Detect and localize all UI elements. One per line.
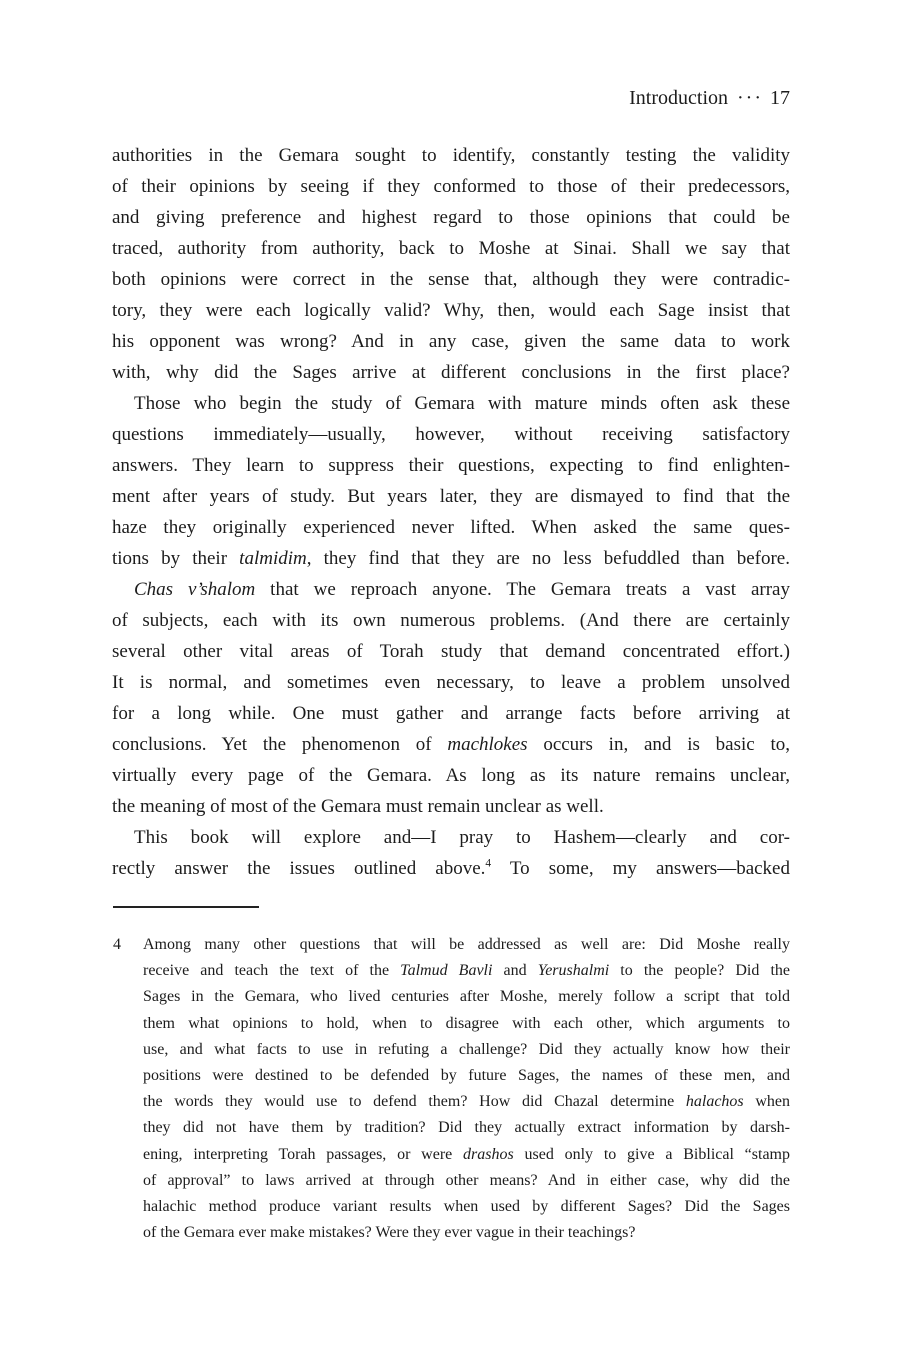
body-line-p1: his opponent was wrong? And in any case, given the same data to work <box>112 331 790 352</box>
body-line-p2: tions by their talmidim, they find that they are no less befuddled than before. <box>112 548 790 569</box>
body-line-p2: haze they originally experienced never lifted. When asked the same ques- <box>112 517 790 538</box>
body-line-p1: authorities in the Gemara sought to identify, constantly testing the validity <box>112 145 790 166</box>
body-line-p3: for a long while. One must gather and arrange facts before arriving at <box>112 703 790 724</box>
footnote-text <box>112 932 790 1246</box>
body-line-p1: and giving preference and highest regard to those opinions that could be <box>112 207 790 228</box>
body-line-p2: answers. They learn to suppress their questions, expecting to find enlighten- <box>112 455 790 476</box>
body-line-p1: both opinions were correct in the sense that, although they were contradic- <box>112 269 790 290</box>
footnote-line: they did not have them by tradition? Did they actually extract information by darsh- <box>143 1119 790 1137</box>
footnote-line: of approval” to laws arrived at through other means? And in either case, why did the <box>143 1171 790 1189</box>
body-line-p3: Chas v’shalom that we reproach anyone. The Gemara treats a vast array <box>134 579 790 600</box>
footnote-line: the words they would use to defend them? How did Chazal determine halachos when <box>143 1093 791 1111</box>
running-header-title: Introduction <box>629 87 729 109</box>
footnote-separator-rule <box>113 906 259 908</box>
footnote <box>112 932 790 1246</box>
page-number: 17 <box>770 87 790 109</box>
body-line-p3: It is normal, and sometimes even necessary, to leave a problem unsolved <box>112 672 790 693</box>
body-line-p2: ment after years of study. But years later, they are dismayed to find that the <box>112 486 790 507</box>
body-line-p2: questions immediately—usually, however, without receiving satisfactory <box>112 424 790 445</box>
footnote-line: them what opinions to hold, when to disagree with each other, which arguments to <box>143 1014 790 1032</box>
body-line-p3: of subjects, each with its own numerous problems. (And there are certainly <box>112 610 790 631</box>
header-separator-dots: ··· <box>737 87 763 109</box>
body-line-p3: the meaning of most of the Gemara must remain unclear as well. <box>112 796 604 817</box>
body-line-p1: tory, they were each logically valid? Why, then, would each Sage insist that <box>112 300 790 321</box>
footnote-line: positions were destined to be defended by future Sages, the names of these men, and <box>143 1067 790 1085</box>
footnote-line: ening, interpreting Torah passages, or were drashos used only to give a Biblical “stamp <box>143 1145 791 1163</box>
body-line-p4: rectly answer the issues outlined above.$^4$ To some, my answers—backed <box>112 857 790 879</box>
footnote-line: halachic method produce variant results when used by different Sages? Did the Sages <box>143 1198 790 1216</box>
footnote-line: use, and what facts to use in refuting a challenge? Did they actually know how their <box>143 1040 790 1058</box>
footnote-number: 4 <box>113 936 121 953</box>
body-line-p3: conclusions. Yet the phenomenon of machlokes occurs in, and is basic to, <box>112 734 790 755</box>
footnote-line: receive and teach the text of the Talmud Bavli and Yerushalmi to the people? Did the <box>143 962 790 980</box>
body-line-p3: several other vital areas of Torah study that demand concentrated effort.) <box>112 641 790 662</box>
body-line-p1: with, why did the Sages arrive at different conclusions in the first place? <box>112 362 790 383</box>
footnote-line: of the Gemara ever make mistakes? Were they ever vague in their teachings? <box>143 1224 636 1242</box>
footnote-line: Sages in the Gemara, who lived centuries after Moshe, merely follow a script that told <box>143 988 790 1006</box>
body-line-p3: virtually every page of the Gemara. As long as its nature remains unclear, <box>112 765 790 786</box>
body-line-p1: of their opinions by seeing if they conformed to those of their predecessors, <box>112 176 790 197</box>
body-line-p1: traced, authority from authority, back to Moshe at Sinai. Shall we say that <box>112 238 790 259</box>
running-header <box>112 86 790 110</box>
body-line-p4: This book will explore and—I pray to Hashem—clearly and cor- <box>134 827 790 848</box>
footnote-line: Among many other questions that will be addressed as well are: Did Moshe really <box>143 936 790 953</box>
body-text <box>112 140 790 884</box>
body-line-p2: Those who begin the study of Gemara with mature minds often ask these <box>134 393 790 414</box>
